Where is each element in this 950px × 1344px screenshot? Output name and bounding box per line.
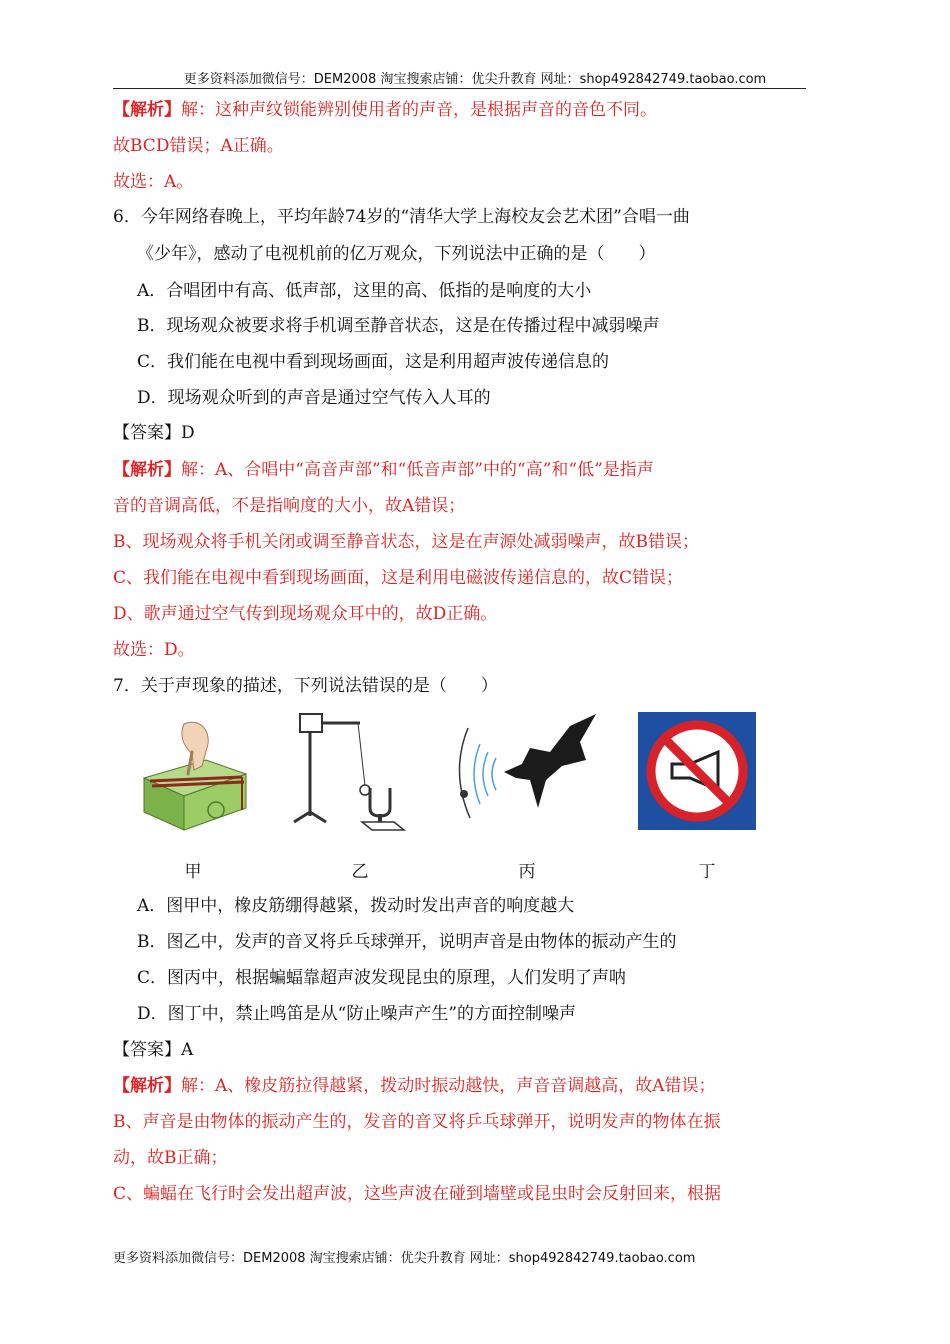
analysis-text: 解：这种声纹锁能辨别使用者的声音，是根据声音的音色不同。 bbox=[181, 100, 657, 120]
q6-option-a: A．合唱团中有高、低声部，这里的高、低指的是响度的大小 bbox=[137, 281, 592, 301]
q6-analysis-line: D、歌声通过空气传到现场观众耳中的，故D正确。 bbox=[113, 604, 498, 624]
analysis-tag: 【解析】 bbox=[113, 460, 181, 480]
figure-label-bing: 丙 bbox=[518, 862, 536, 882]
figure-yi-tuning-fork bbox=[290, 708, 420, 836]
q7-analysis-line: 动，故B正确； bbox=[113, 1148, 228, 1168]
q7-analysis-line: B、声音是由物体的振动产生的，发音的音叉将乒乓球弹开，说明发声的物体在振 bbox=[113, 1112, 721, 1132]
q7-option-d: D．图丁中，禁止鸣笛是从“防止噪声产生”的方面控制噪声 bbox=[137, 1004, 577, 1024]
q6-option-c: C．我们能在电视中看到现场画面，这是利用超声波传递信息的 bbox=[137, 352, 610, 372]
q7-option-b: B．图乙中，发声的音叉将乒乓球弹开，说明声音是由物体的振动产生的 bbox=[137, 932, 677, 952]
analysis-text: 解：A、橡皮筋拉得越紧，拨动时振动越快，声音音调越高，故A错误； bbox=[181, 1076, 716, 1096]
analysis-text: 解：A、合唱中“高音声部”和“低音声部”中的“高”和“低”是指声 bbox=[181, 460, 654, 480]
page-header: 更多资料添加微信号：DEM2008 淘宝搜索店铺：优尖升教育 网址：shop492842749.taobao.com bbox=[183, 72, 767, 87]
figure-label-jia: 甲 bbox=[184, 862, 202, 882]
q5-analysis-line: 故BCD错误；A正确。 bbox=[113, 136, 284, 156]
q7-analysis-line: C、蝙蝠在飞行时会发出超声波，这些声波在碰到墙壁或昆虫时会反射回来，根据 bbox=[113, 1184, 722, 1204]
q6-analysis-line: B、现场观众将手机关闭或调至静音状态，这是在声源处减弱噪声，故B错误； bbox=[113, 532, 699, 552]
analysis-tag: 【解析】 bbox=[113, 1076, 181, 1096]
q6-answer: 【答案】D bbox=[113, 423, 195, 443]
q7-stem: 7．关于声现象的描述，下列说法错误的是（ ） bbox=[113, 676, 498, 696]
figure-bing-bat-echolocation bbox=[450, 708, 600, 836]
q7-answer: 【答案】A bbox=[113, 1040, 194, 1060]
q6-analysis-line: C、我们能在电视中看到现场画面，这是利用电磁波传递信息的，故C错误； bbox=[113, 568, 684, 588]
q7-option-c: C．图丙中，根据蝙蝠靠超声波发现昆虫的原理，人们发明了声呐 bbox=[137, 968, 627, 988]
figure-jia-rubber-band-box bbox=[138, 708, 250, 836]
q5-choice-line: 故选：A。 bbox=[113, 172, 194, 192]
figure-ding-no-horn-sign bbox=[638, 708, 758, 830]
q6-analysis-line: 音的音调高低，不是指响度的大小，故A错误； bbox=[113, 496, 466, 516]
q7-analysis bbox=[113, 1074, 716, 1098]
q5-analysis bbox=[113, 98, 657, 122]
q6-stem-cont: 《少年》，感动了电视机前的亿万观众，下列说法中正确的是（ ） bbox=[137, 244, 656, 264]
header-divider bbox=[113, 88, 806, 89]
page-footer: 更多资料添加微信号：DEM2008 淘宝搜索店铺：优尖升教育 网址：shop492842749.taobao.com bbox=[113, 1251, 696, 1266]
figure-label-ding: 丁 bbox=[698, 862, 716, 882]
q6-option-b: B．现场观众被要求将手机调至静音状态，这是在传播过程中减弱噪声 bbox=[137, 316, 660, 336]
figure-label-yi: 乙 bbox=[351, 862, 369, 882]
q7-option-a: A．图甲中，橡皮筋绷得越紧，拨动时发出声音的响度越大 bbox=[137, 896, 575, 916]
q6-option-d: D．现场观众听到的声音是通过空气传入人耳的 bbox=[137, 388, 491, 408]
analysis-tag: 【解析】 bbox=[113, 100, 181, 120]
q6-choice-line: 故选：D。 bbox=[113, 640, 195, 660]
q6-stem: 6．今年网络春晚上，平均年龄74岁的“清华大学上海校友会艺术团”合唱一曲 bbox=[113, 207, 690, 227]
q6-analysis bbox=[113, 458, 654, 482]
